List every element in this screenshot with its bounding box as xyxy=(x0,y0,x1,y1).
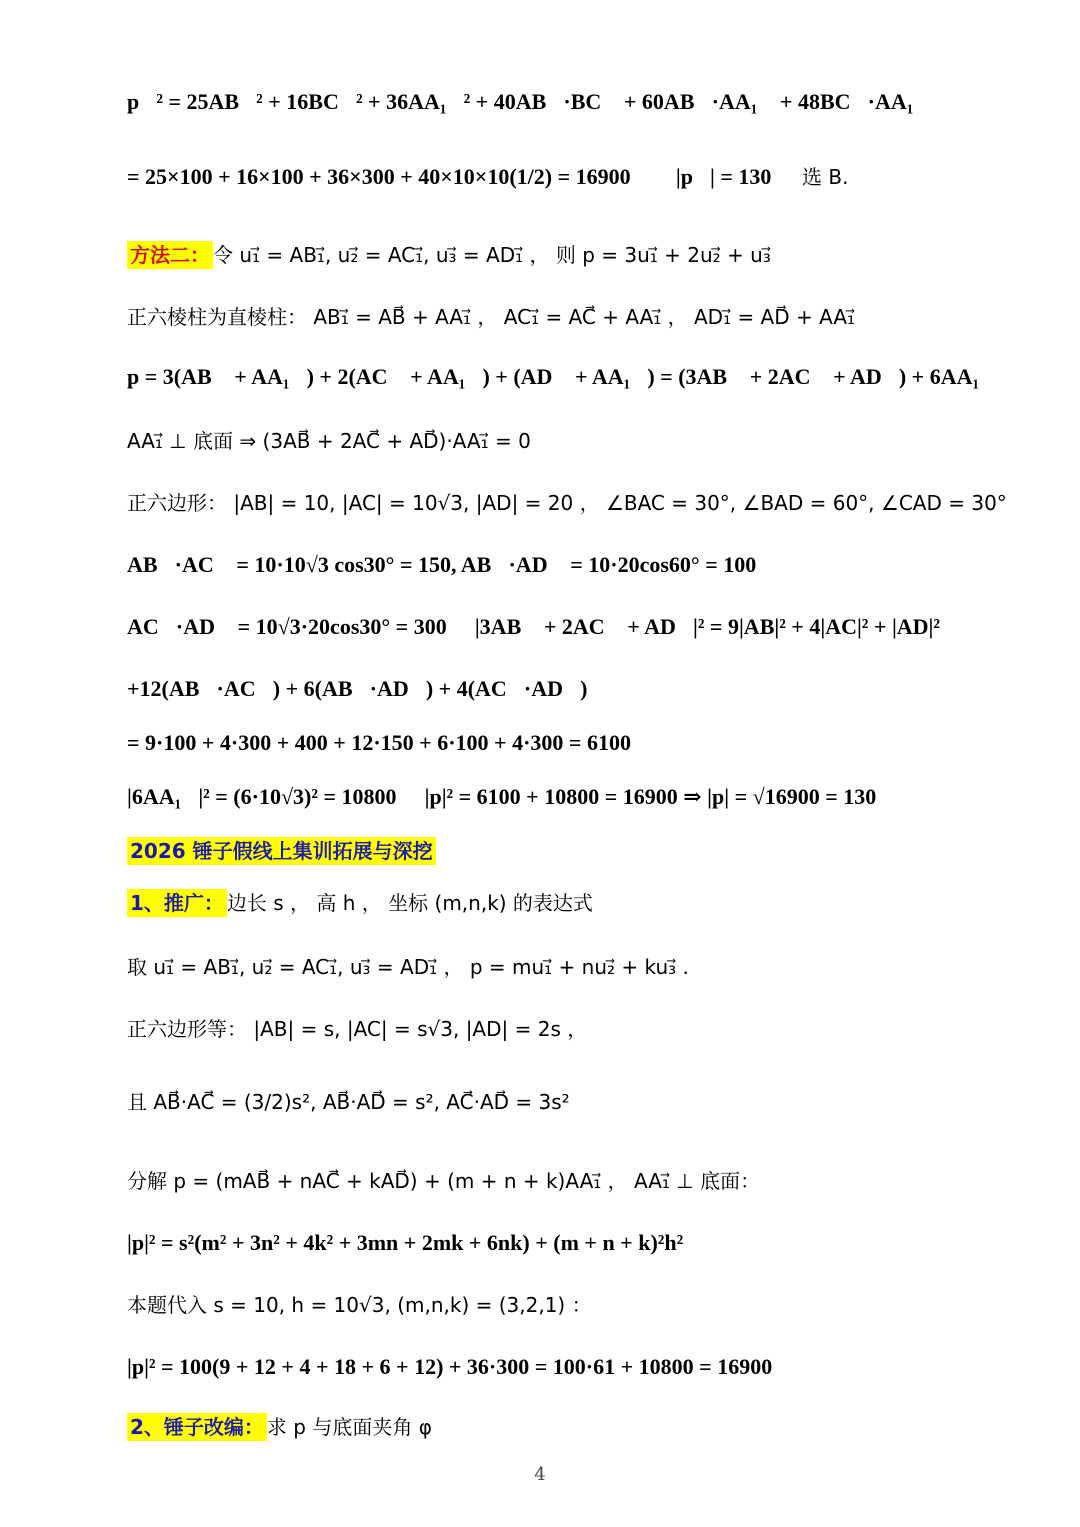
line-text: 取 u₁⃗ = AB₁⃗, u₂⃗ = AC₁⃗, u₃⃗ = AD₁⃗ ， p = mu₁⃗ + nu₂⃗ + ku₃⃗ . xyxy=(127,955,689,979)
line-text: 分解 p = (mAB⃗ + nAC⃗ + kAD⃗) + (m + n + k)AA₁⃗ ， AA₁⃗ ⊥ 底面： xyxy=(127,1169,761,1193)
line-text: 正六棱柱为直棱柱： AB₁⃗ = AB⃗ + AA₁⃗ ， AC₁⃗ = AC⃗ + AA₁⃗ ， AD₁⃗ = AD⃗ + AA₁⃗ xyxy=(127,305,856,329)
line-text: 正六边形等： |AB| = s, |AC| = s√3, |AD| = 2s ， xyxy=(127,1017,588,1041)
text-line xyxy=(127,551,779,579)
text-line xyxy=(127,363,996,391)
line-text: 边长 s ， 高 h ， 坐标 (m,n,k) 的表达式 xyxy=(226,891,593,915)
text-line xyxy=(127,729,631,757)
text-line xyxy=(127,837,436,865)
line-text: 令 u₁⃗ = AB₁⃗, u₂⃗ = AC₁⃗, u₃⃗ = AD₁⃗ ， 则 p = 3u₁⃗ + 2u₂⃗ + u₃⃗ xyxy=(213,243,771,267)
math-expression: = 25×100 + 16×100 + 36×300 + 40×10×10(1/2) = 16900 ， ∴|p⃗| = 130 ， xyxy=(127,164,795,189)
highlight-label: 2、锤子改编： xyxy=(127,1413,267,1441)
text-line xyxy=(127,1413,432,1441)
line-text: 求 p 与底面夹角 φ xyxy=(266,1415,432,1439)
math-expression: p = 3(AB⃗ + AA₁⃗) + 2(AC⃗ + AA₁⃗) + (AD⃗ + AA₁⃗) = (3AB⃗ + 2AC⃗ + AD⃗) + 6AA₁⃗ xyxy=(127,364,997,389)
math-expression: = 9·100 + 4·300 + 400 + 12·150 + 6·100 + 4·300 = 6100 xyxy=(127,730,631,755)
text-line xyxy=(127,1229,683,1257)
math-expression: |6AA₁⃗|² = (6·10√3)² = 10800 ， |p|² = 6100 + 10800 = 16900 ⇒ |p| = √16900 = 130 xyxy=(127,784,877,809)
answer-choice: 选 B. xyxy=(802,165,849,189)
text-line xyxy=(127,163,848,191)
highlight-label: 2026 锤子假线上集训拓展与深挖 xyxy=(127,837,436,865)
highlight-label: 方法二： xyxy=(127,241,213,269)
text-line xyxy=(127,953,689,981)
line-text: 正六边形： |AB| = 10, |AC| = 10√3, |AD| = 20 ， ∠BAC = 30°, ∠BAD = 60°, ∠CAD = 30° xyxy=(127,491,1007,515)
text-line xyxy=(127,889,593,917)
text-line xyxy=(127,783,876,811)
text-line xyxy=(127,675,587,703)
math-expression: +12(AB⃗·AC⃗) + 6(AB⃗·AD⃗) + 4(AC⃗·AD⃗) xyxy=(127,676,588,701)
text-line xyxy=(127,1088,570,1116)
page-number: 4 xyxy=(534,1464,546,1485)
text-line xyxy=(127,489,1007,517)
text-line xyxy=(127,613,940,641)
highlight-label: 1、推广： xyxy=(127,889,227,917)
text-line xyxy=(127,1291,592,1319)
text-line xyxy=(127,88,930,116)
line-text: 且 AB⃗·AC⃗ = (3/2)s², AB⃗·AD⃗ = s², AC⃗·AD⃗ = 3s² xyxy=(127,1090,570,1114)
math-expression: AB⃗·AC⃗ = 10·10√3 cos30° = 150, AB⃗·AD⃗ = 10·20cos60° = 100 ， xyxy=(127,552,779,577)
math-expression: p⃗² = 25AB⃗² + 16BC⃗² + 36AA₁⃗² + 40AB⃗·BC⃗ + 60AB⃗·AA₁⃗ + 48BC⃗·AA₁⃗ xyxy=(127,89,931,114)
line-text: 本题代入 s = 10, h = 10√3, (m,n,k) = (3,2,1) ： xyxy=(127,1293,592,1317)
text-line xyxy=(127,427,531,455)
text-line xyxy=(127,303,855,331)
text-line xyxy=(127,1353,772,1381)
text-line xyxy=(127,1167,760,1195)
math-expression: AC⃗·AD⃗ = 10√3·20cos30° = 300 ， |3AB⃗ + 2AC⃗ + AD⃗|² = 9|AB|² + 4|AC|² + |AD|² xyxy=(127,614,941,639)
math-expression: |p|² = s²(m² + 3n² + 4k² + 3mn + 2mk + 6nk) + (m + n + k)²h² xyxy=(127,1230,684,1255)
math-expression: |p|² = 100(9 + 12 + 4 + 18 + 6 + 12) + 36·300 = 100·61 + 10800 = 16900 xyxy=(127,1354,773,1379)
text-line xyxy=(127,241,771,269)
text-line xyxy=(127,1015,587,1043)
line-text: AA₁⃗ ⊥ 底面 ⇒ (3AB⃗ + 2AC⃗ + AD⃗)·AA₁⃗ = 0 xyxy=(127,429,531,453)
